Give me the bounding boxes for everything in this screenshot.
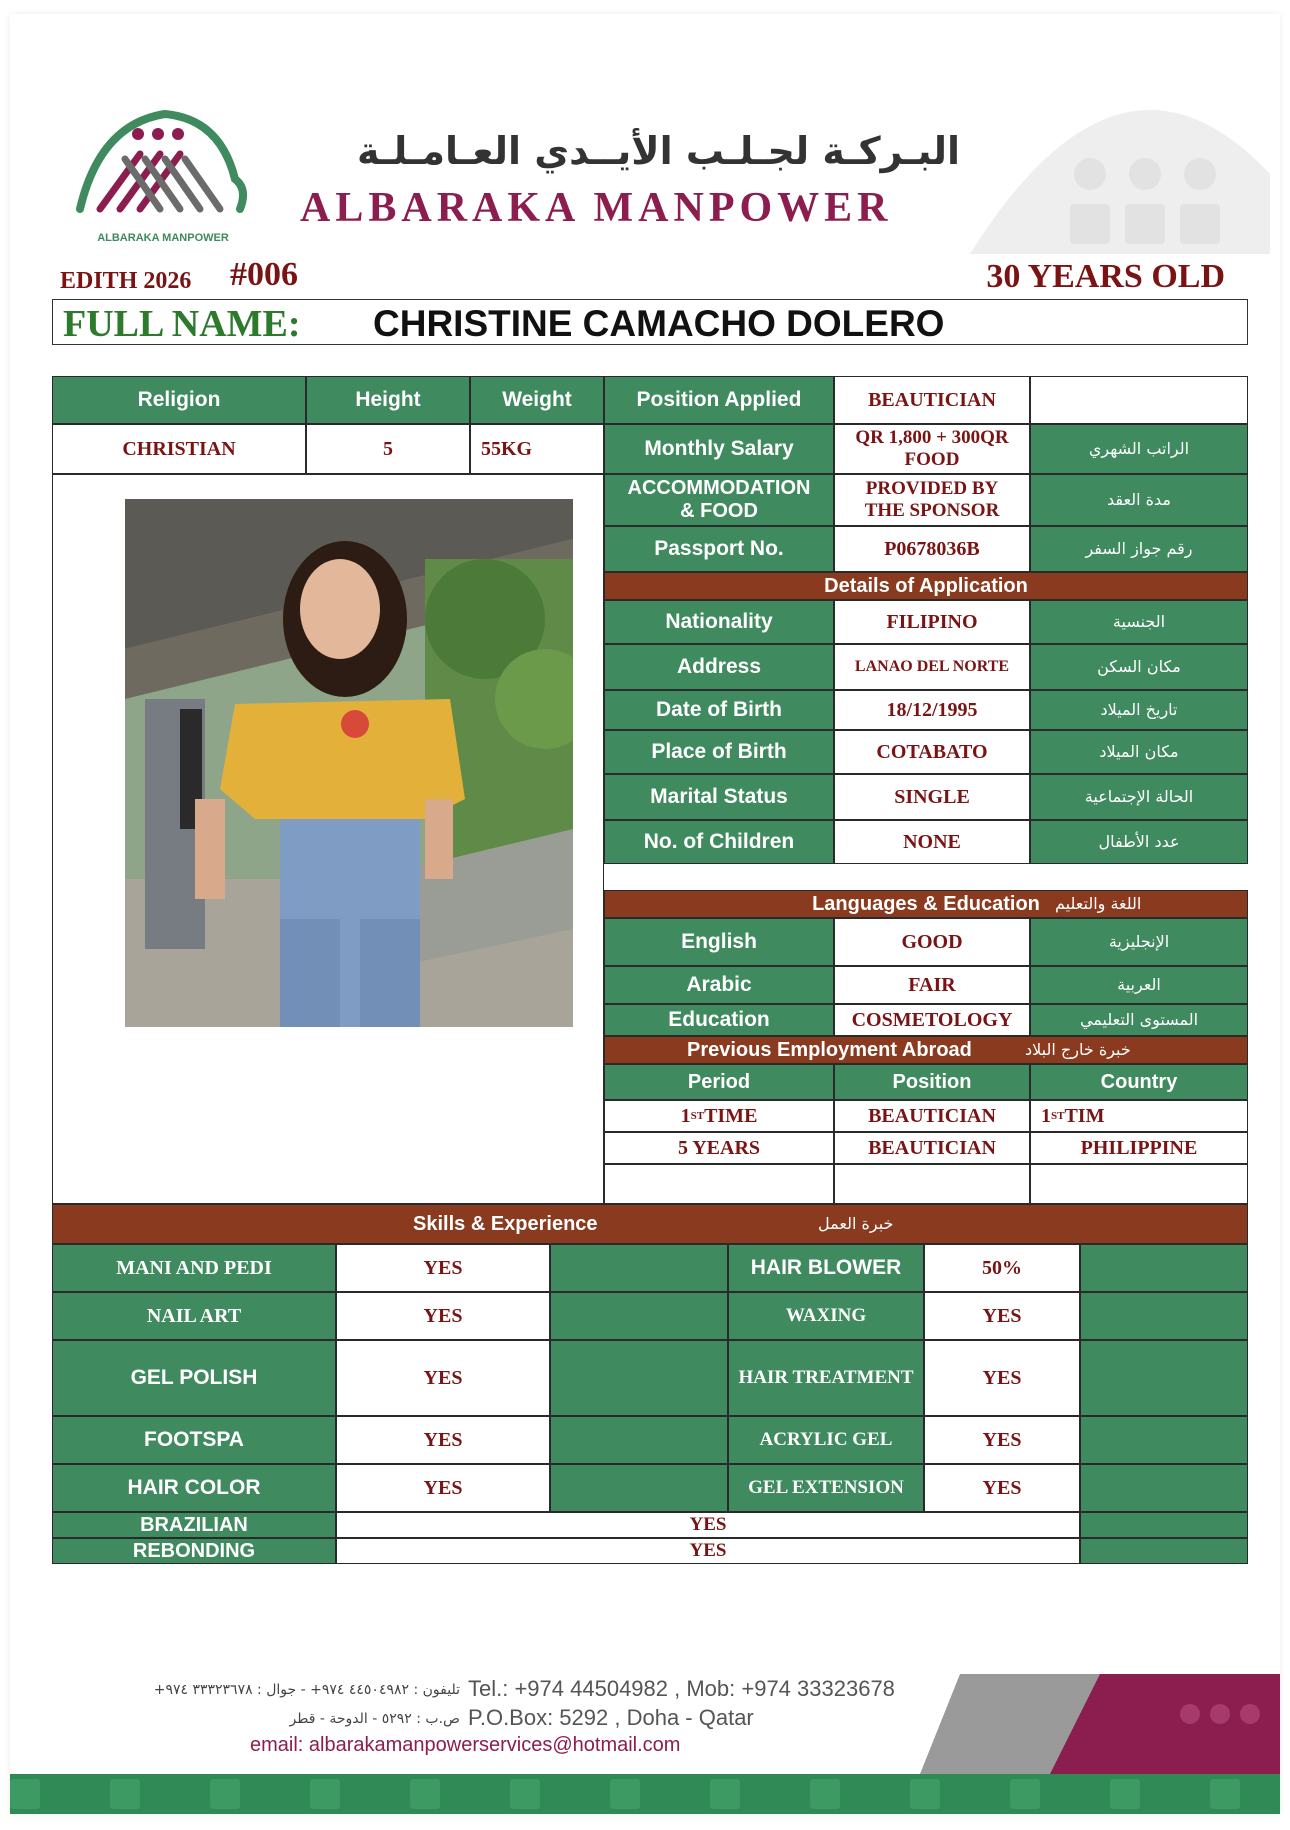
cv-page [10,14,1280,1814]
skill-blank-left [550,1416,728,1464]
language-arabic: الإنجليزية [1030,918,1248,966]
detail-value: FILIPINO [834,600,1030,644]
skills-title-arabic: خبرة العمل [818,1213,894,1233]
footer-arabic-phone: تليفون : ٤٤٥٠٤٩٨٢ ٩٧٤+ - جوال : ٣٣٣٢٣٦٧٨ ٩٧٤+ [153,1682,460,1698]
skill-left-value: YES [336,1244,550,1292]
employment-title-arabic: خبرة خارج البلاد [1025,1039,1131,1059]
skill-left-label: HAIR COLOR [52,1464,336,1512]
detail-value: COTABATO [834,730,1030,774]
skill-blank-right [1080,1340,1248,1416]
employment-title [604,1036,1248,1064]
applicant-photo [125,499,573,1027]
language-value: COSMETOLOGY [834,1004,1030,1036]
languages-title-text: Languages & Education [812,892,1040,915]
full-name-box [52,299,1248,345]
detail-arabic: مكان السكن [1030,644,1248,690]
edition-label: EDITH 2026 [60,268,192,294]
weight-header: Weight [470,376,604,424]
skill-right-label: ACRYLIC GEL [728,1416,924,1464]
extra-skill-value: YES [336,1538,1080,1564]
detail-label: Date of Birth [604,690,834,730]
skill-left-label: GEL POLISH [52,1340,336,1416]
detail-label: Address [604,644,834,690]
accommodation-value-line1: PROVIDED BY [865,478,999,500]
detail-label: Place of Birth [604,730,834,774]
skill-right-label: HAIR TREATMENT [728,1340,924,1416]
detail-value: SINGLE [834,774,1030,820]
detail-label: Nationality [604,600,834,644]
languages-title-arabic: اللغة والتعليم [1055,893,1142,913]
skill-right-value: 50% [924,1244,1080,1292]
photo-area [52,474,604,1204]
skill-blank-right [1080,1244,1248,1292]
employment-position: BEAUTICIAN [834,1132,1030,1164]
detail-arabic: عدد الأطفال [1030,820,1248,864]
employment-period: 5 YEARS [604,1132,834,1164]
company-name-english [300,184,893,232]
salary-value [834,424,1030,474]
language-label: Education [604,1004,834,1036]
skill-left-value: YES [336,1416,550,1464]
detail-label: No. of Children [604,820,834,864]
accommodation-label-line2: & FOOD [680,500,758,522]
detail-arabic: الجنسية [1030,600,1248,644]
position-blank [1030,376,1248,424]
extra-skill-blank [1080,1538,1248,1564]
detail-value: LANAO DEL NORTE [834,644,1030,690]
skills-title [52,1204,1248,1244]
height-header: Height [306,376,470,424]
language-value: GOOD [834,918,1030,966]
employment-header-period: Period [604,1064,834,1100]
religion-header: Religion [52,376,306,424]
height-value: 5 [306,424,470,474]
passport-arabic: رقم جواز السفر [1030,526,1248,572]
detail-arabic: الحالة الإجتماعية [1030,774,1248,820]
passport-value: P0678036B [834,526,1030,572]
age-label: 30 YEARS OLD [986,258,1225,295]
extra-skill-label: REBONDING [52,1538,336,1564]
details-title: Details of Application [604,572,1248,600]
skill-left-value: YES [336,1340,550,1416]
footer-arabic-po: ص.ب : ٥٢٩٢ - الدوحة - قطر [289,1711,460,1727]
footer-green-band [10,1774,1280,1814]
skill-blank-right [1080,1416,1248,1464]
footer-email: email: albarakamanpowerservices@hotmail.com [250,1734,681,1756]
religion-value: CHRISTIAN [52,424,306,474]
language-label: Arabic [604,966,834,1004]
skill-right-value: YES [924,1464,1080,1512]
skills-title-text: Skills & Experience [413,1212,598,1235]
detail-arabic: تاريخ الميلاد [1030,690,1248,730]
accommodation-arabic: مدة العقد [1030,474,1248,526]
logo-caption: ALBARAKA MANPOWER [97,232,229,244]
footer-tel: Tel.: +974 44504982 , Mob: +974 33323678 [468,1676,895,1701]
skill-blank-left [550,1464,728,1512]
footer-po: P.O.Box: 5292 , Doha - Qatar [468,1705,754,1730]
skill-left-value: YES [336,1292,550,1340]
skill-left-label: NAIL ART [52,1292,336,1340]
employment-blank-period [604,1164,834,1204]
detail-arabic: مكان الميلاد [1030,730,1248,774]
detail-value: NONE [834,820,1030,864]
skill-blank-left [550,1340,728,1416]
accommodation-value [834,474,1030,526]
skill-left-label: MANI AND PEDI [52,1244,336,1292]
extra-skill-value: YES [336,1512,1080,1538]
skill-blank-right [1080,1292,1248,1340]
passport-label: Passport No. [604,526,834,572]
language-value: FAIR [834,966,1030,1004]
skill-blank-left [550,1292,728,1340]
employment-period: 1 ST TIME [604,1100,834,1132]
language-label: English [604,918,834,966]
skill-right-value: YES [924,1416,1080,1464]
languages-title [604,890,1248,918]
skill-blank-right [1080,1464,1248,1512]
employment-blank-position [834,1164,1030,1204]
albaraka-logo-icon [70,94,250,234]
employment-blank-country [1030,1164,1248,1204]
skill-right-label: GEL EXTENSION [728,1464,924,1512]
skill-right-value: YES [924,1292,1080,1340]
accommodation-label-line1: ACCOMMODATION [627,477,811,499]
extra-skill-blank [1080,1512,1248,1538]
salary-arabic: الراتب الشهري [1030,424,1248,474]
employment-title-text: Previous Employment Abroad [687,1038,972,1061]
salary-label: Monthly Salary [604,424,834,474]
watermark-logo-icon [970,54,1270,264]
skill-right-label: HAIR BLOWER [728,1244,924,1292]
language-arabic: المستوى التعليمي [1030,1004,1248,1036]
skill-left-value: YES [336,1464,550,1512]
language-arabic: العربية [1030,966,1248,1004]
detail-value: 18/12/1995 [834,690,1030,730]
skill-right-label: WAXING [728,1292,924,1340]
full-name-label: FULL NAME: [63,303,301,345]
weight-value: 55KG [470,424,604,474]
profile-number: #006 [230,256,298,293]
salary-value-line1: QR 1,800 + 300QR [855,427,1009,449]
extra-skill-label: BRAZILIAN [52,1512,336,1538]
employment-header-country: Country [1030,1064,1248,1100]
skill-right-value: YES [924,1340,1080,1416]
salary-value-line2: FOOD [904,449,960,470]
employment-position: BEAUTICIAN [834,1100,1030,1132]
employment-header-position: Position [834,1064,1030,1100]
employment-country: 1 ST TIM [1030,1100,1248,1132]
employment-country: PHILIPPINE [1030,1132,1248,1164]
footer-pattern-icon [10,1774,1280,1814]
accommodation-label [604,474,834,526]
detail-label: Marital Status [604,774,834,820]
company-name-arabic: البـركـة لجـلـب الأيــدي العـامـلـة [356,129,960,173]
position-label: Position Applied [604,376,834,424]
skill-left-label: FOOTSPA [52,1416,336,1464]
footer-decoration-icon [920,1674,1280,1774]
skill-blank-left [550,1244,728,1292]
company-name-text: ALBARAKA MANPOWER [300,185,893,231]
position-value: BEAUTICIAN [834,376,1030,424]
full-name-value: CHRISTINE CAMACHO DOLERO [373,303,945,344]
accommodation-value-line2: THE SPONSOR [864,500,1000,521]
